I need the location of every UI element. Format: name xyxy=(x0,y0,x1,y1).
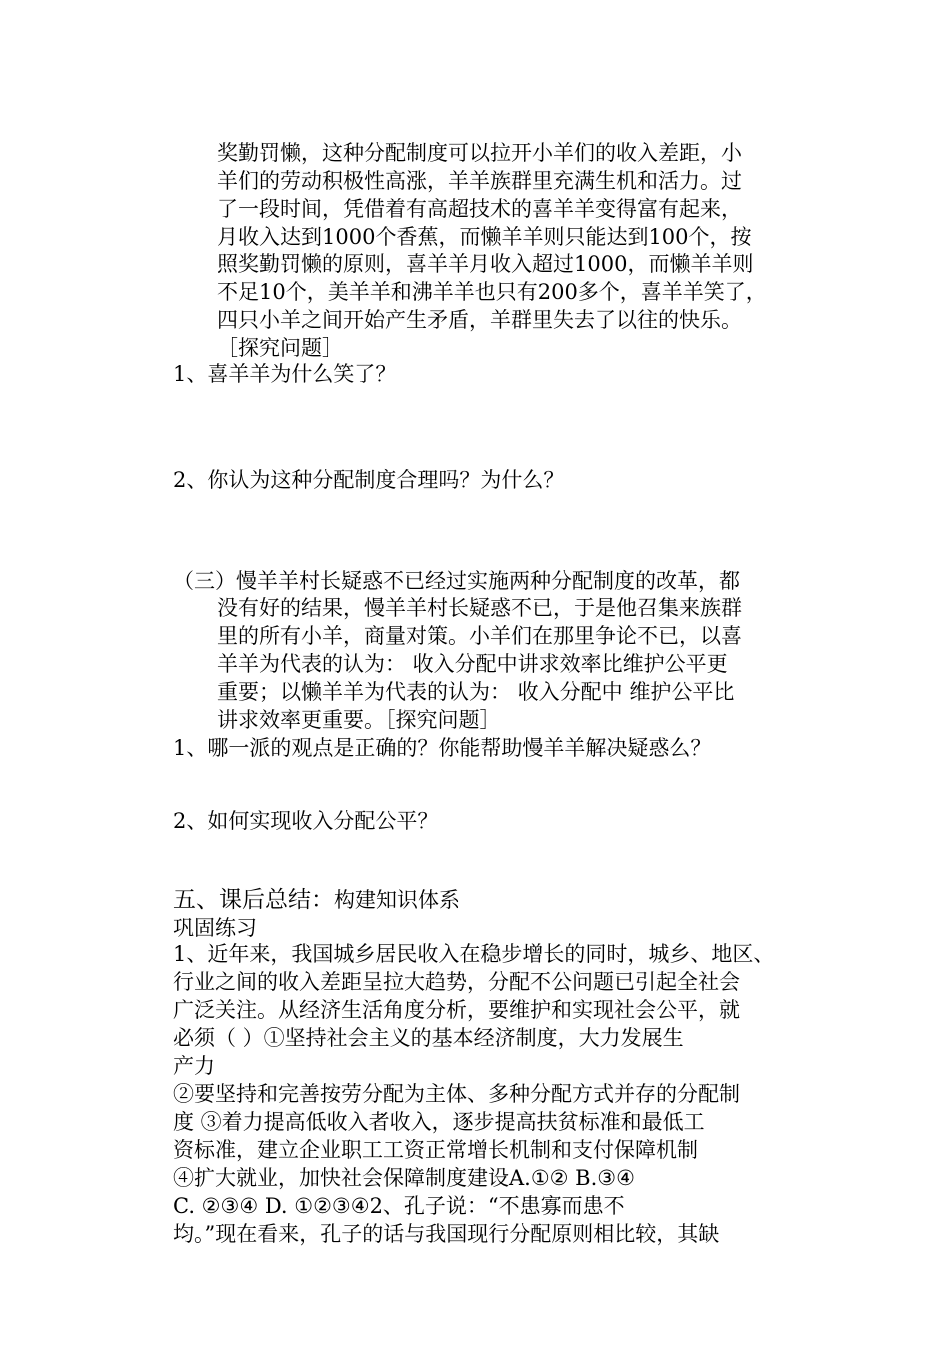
paragraph-line: 羊羊为代表的认为： 收入分配中讲求效率比维护公平更 xyxy=(217,652,728,676)
exercise-line: 必须（ ）①坚持社会主义的基本经济制度，大力发展生 xyxy=(173,1026,684,1050)
exercise-line: 度 ③着力提高低收入者收入，逐步提高扶贫标准和最低工 xyxy=(173,1110,705,1134)
summary-heading xyxy=(173,886,460,914)
exercise-line: ④扩大就业，加快社会保障制度建设A.①② B.③④ xyxy=(173,1166,635,1190)
paragraph-line: 里的所有小羊，商量对策。小羊们在那里争论不已，以喜 xyxy=(217,624,742,648)
exercise-line: 广泛关注。从经济生活角度分析，要维护和实现社会公平，就 xyxy=(173,998,740,1022)
practice-title: 巩固练习 xyxy=(173,916,257,940)
paragraph-line: 奖勤罚懒，这种分配制度可以拉开小羊们的收入差距，小 xyxy=(217,141,742,165)
paragraph-line: 照奖勤罚懒的原则，喜羊羊月收入超过1000，而懒羊羊则 xyxy=(217,252,754,276)
exercise-line: C. ②③④ D. ①②③④2、孔子说：“不患寡而患不 xyxy=(173,1194,625,1218)
paragraph-line: 了一段时间，凭借着有高超技术的喜羊羊变得富有起来， xyxy=(217,197,742,221)
question-1: 1、哪一派的观点是正确的？你能帮助慢羊羊解决疑惑么？ xyxy=(173,736,712,760)
paragraph-line: 没有好的结果，慢羊羊村长疑惑不已，于是他召集来族群 xyxy=(217,596,742,620)
exercise-line: 资标准，建立企业职工工资正常增长机制和支付保障机制 xyxy=(173,1138,698,1162)
question-2: 2、你认为这种分配制度合理吗？为什么？ xyxy=(173,468,565,492)
summary-heading-suffix: 构建知识体系 xyxy=(334,888,460,912)
exercise-line: 产力 xyxy=(173,1054,215,1078)
exercise-line: 行业之间的收入差距呈拉大趋势，分配不公问题已引起全社会 xyxy=(173,970,740,994)
paragraph-line: 羊们的劳动积极性高涨，羊羊族群里充满生机和活力。过 xyxy=(217,169,742,193)
summary-heading-prefix: 五、课后总结： xyxy=(173,887,334,913)
paragraph-line: （三）慢羊羊村长疑惑不已经过实施两种分配制度的改革，都 xyxy=(173,569,740,593)
question-2: 2、如何实现收入分配公平？ xyxy=(173,809,439,833)
paragraph-line: 月收入达到1000个香蕉，而懒羊羊则只能达到100个，按 xyxy=(217,225,752,249)
paragraph-line: 讲求效率更重要。［探究问题］ xyxy=(217,708,501,732)
exercise-line: 均。”现在看来，孔子的话与我国现行分配原则相比较，其缺 xyxy=(173,1222,720,1246)
paragraph-line: 不足10个，美羊羊和沸羊羊也只有200多个，喜羊羊笑了， xyxy=(217,280,767,304)
exercise-line: ②要坚持和完善按劳分配为主体、多种分配方式并存的分配制 xyxy=(173,1082,740,1106)
paragraph-line: 四只小羊之间开始产生矛盾，羊群里失去了以往的快乐。 xyxy=(217,308,742,332)
paragraph-line: 重要；以懒羊羊为代表的认为： 收入分配中 维护公平比 xyxy=(217,680,735,704)
question-1: 1、喜羊羊为什么笑了？ xyxy=(173,362,397,386)
exercise-line: 1、近年来，我国城乡居民收入在稳步增长的同时，城乡、地区、 xyxy=(173,942,775,966)
explore-question-label: ［探究问题］ xyxy=(217,336,343,360)
